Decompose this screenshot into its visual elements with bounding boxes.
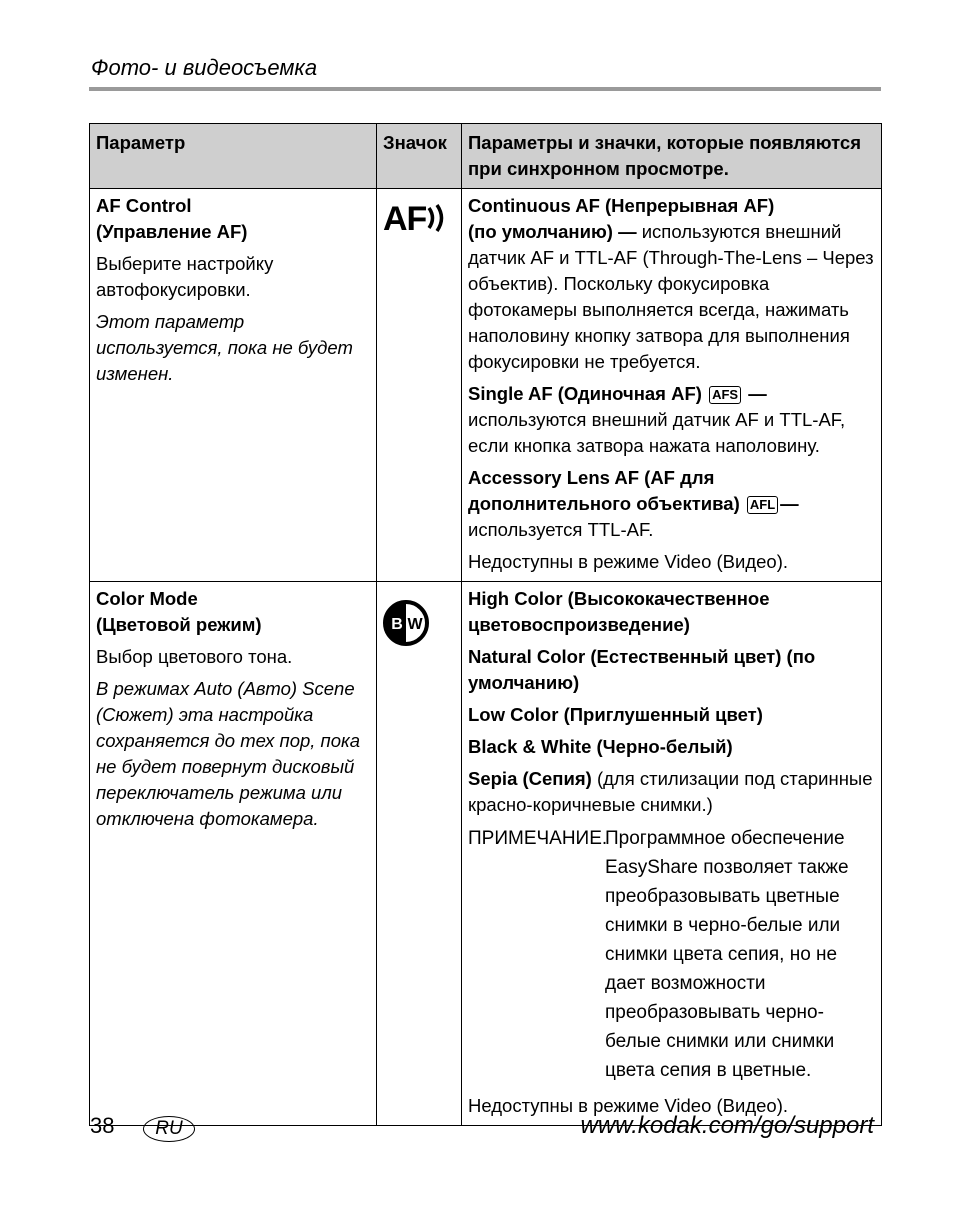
high-color-option: High Color (Высококачественное цветовоспроизведение) (468, 588, 770, 635)
table-header-row (90, 124, 882, 189)
accessory-af-dash: — (780, 493, 799, 514)
table-row-color-mode (90, 582, 882, 1126)
accessory-af-description (468, 465, 875, 543)
af-param-note: Этот параметр используется, пока не будет изменен. (96, 311, 353, 384)
sepia-option (468, 766, 875, 818)
sepia-title: Sepia (Сепия) (468, 768, 592, 789)
af-icon-cell (377, 189, 462, 582)
accessory-af-text: используется TTL-AF. (468, 519, 654, 540)
af-icon-label: AF (383, 200, 427, 238)
page-section-title: Фото- и видеосъемка (91, 55, 318, 80)
note-label: ПРИМЕЧАНИЕ. (468, 828, 608, 849)
single-af-description (468, 381, 875, 459)
color-options-cell (462, 582, 882, 1126)
low-color-option: Low Color (Приглушенный цвет) (468, 704, 763, 725)
column-header-param: Параметр (90, 124, 377, 189)
af-param-name-ru: (Управление AF) (96, 221, 248, 242)
header-divider (89, 87, 881, 91)
continuous-af-description (468, 219, 875, 375)
natural-color-option: Natural Color (Естественный цвет) (по умолчанию) (468, 646, 816, 693)
af-options-cell (462, 189, 882, 582)
color-unavailable-note: Недоступны в режиме Video (Видео). (468, 1095, 789, 1116)
continuous-af-title: Continuous AF (Непрерывная AF) (468, 195, 775, 216)
single-af-dash: — (748, 383, 767, 404)
accessory-af-title: Accessory Lens AF (AF для дополнительного объектива) (468, 467, 740, 514)
color-param-name: Color Mode (96, 588, 198, 609)
af-param-cell (90, 189, 377, 582)
black-white-option: Black & White (Черно-белый) (468, 736, 733, 757)
single-af-text: используются внешний датчик AF и TTL-AF, если кнопка затвора нажата наполовину. (468, 409, 846, 456)
af-waves-icon (426, 203, 448, 233)
color-param-description: Выбор цветового тона. (96, 646, 293, 667)
accessory-af-icon: AFL (747, 496, 778, 514)
continuous-af-text: используются внешний датчик AF и TTL-AF (Through-The-Lens – Через объектив). Поскольку фокусировка фотокамеры выполняется всегда, нажимать наполовину кнопку затвора для выполнения фокусировки не требуется. (468, 221, 874, 372)
bw-icon-letter-w: W (407, 616, 423, 633)
color-mode-note (468, 824, 875, 1085)
continuous-af-default: (по умолчанию) — (468, 221, 637, 242)
black-white-icon (383, 600, 429, 646)
single-af-icon: AFS (709, 386, 741, 404)
af-param-description: Выберите настройку автофокусировки. (96, 253, 274, 300)
sepia-text: (для стилизации под старинные красно-коричневые снимки.) (468, 768, 873, 815)
support-url: www.kodak.com/go/support (580, 1112, 874, 1139)
color-icon-cell (377, 582, 462, 1126)
bw-icon-letter-b: B (391, 616, 403, 633)
color-param-note: В режимах Auto (Авто) Scene (Сюжет) эта настройка сохраняется до тех пор, пока не будет повернут дисковый переключатель режима или отключена фотокамера. (96, 678, 361, 829)
parameters-table (89, 123, 882, 1126)
af-control-icon (383, 199, 448, 239)
note-text: Программное обеспечение EasyShare позволяет также преобразовывать цветные снимки в черно-белые или снимки цвета сепия, но не дает возможности преобразовывать черно-белые снимки или снимки цвета сепия в цветные. (605, 828, 849, 1081)
af-param-name: AF Control (96, 195, 192, 216)
single-af-title: Single AF (Одиночная AF) (468, 383, 702, 404)
color-param-name-ru: (Цветовой режим) (96, 614, 262, 635)
column-header-desc: Параметры и значки, которые появляются при синхронном просмотре. (462, 124, 882, 189)
table-row-af-control (90, 189, 882, 582)
color-param-cell (90, 582, 377, 1126)
page-number: 38 (90, 1113, 115, 1138)
af-unavailable-note: Недоступны в режиме Video (Видео). (468, 551, 789, 572)
language-badge: RU (143, 1116, 195, 1142)
column-header-icon: Значок (377, 124, 462, 189)
